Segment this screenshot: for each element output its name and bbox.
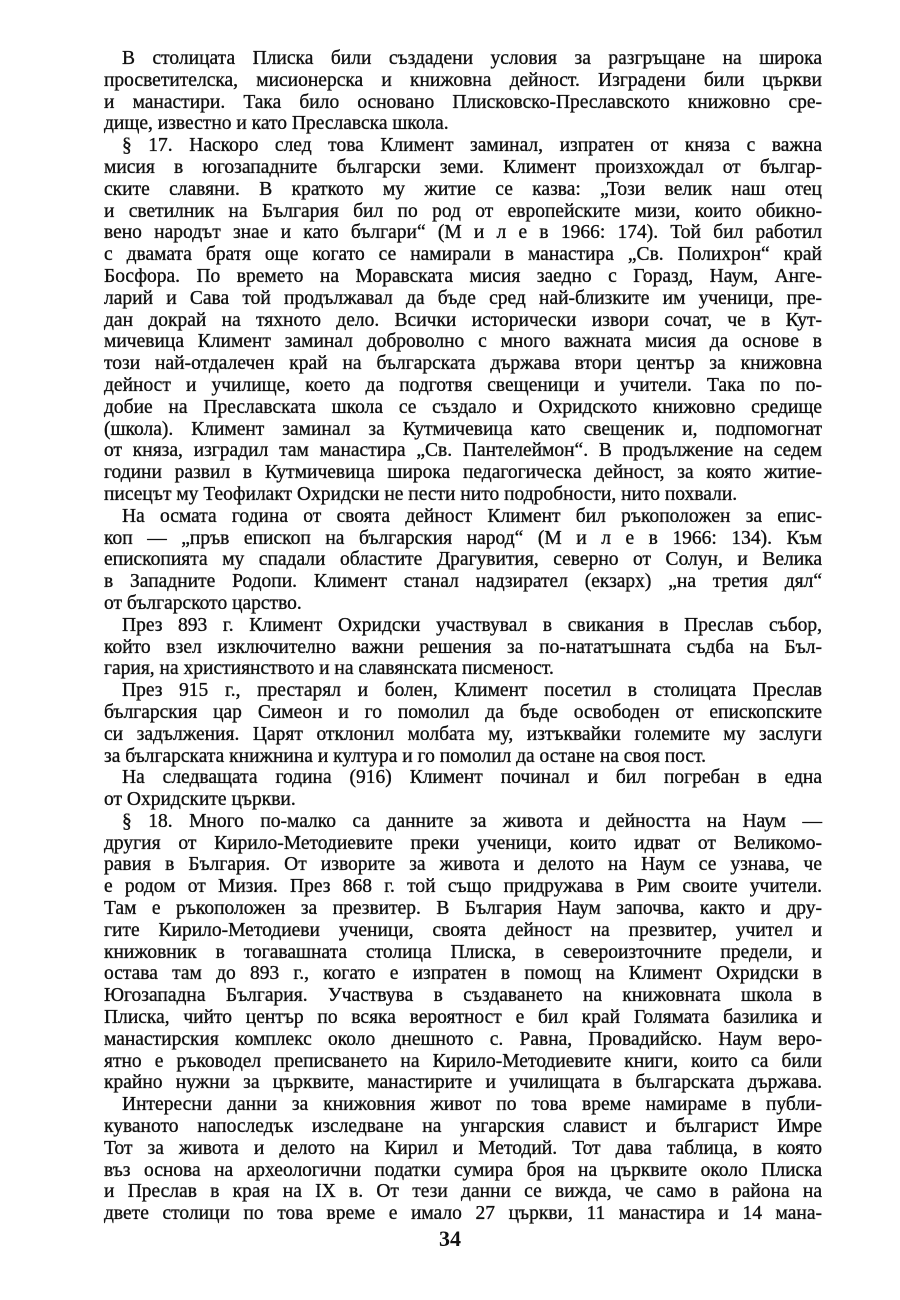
paragraph [104,615,822,680]
text-line: въз основа на археологични податки сумира броя на църквите около Плиска [104,1159,822,1181]
paragraph [104,48,822,135]
text-line: двете столици по това време е имало 27 църкви, 11 манастира и 14 мана- [104,1203,822,1225]
text-line: години развил в Кутмичевица широка педагогическа дейност, за която житие- [104,462,822,484]
text-line: Интересни данни за книжовния живот по това време намираме в публи- [122,1094,822,1116]
text-line: за българската книжнина и култура и го помолил да остане на своя пост. [104,745,707,767]
page-body-text [104,48,822,1225]
text-line: писецът му Теофилакт Охридски не пести нито подробности, нито похвали. [104,483,738,505]
page-number: 34 [439,1226,461,1251]
paragraph [104,767,822,811]
text-line: куваното напоследък изследване на унгарския славист и българист Имре [104,1116,822,1138]
text-line: българския цар Симеон и го помолил да бъде освободен от епископските [104,701,822,723]
text-line: е родом от Мизия. През 868 г. той също придружава в Рим своите учители. [104,876,822,898]
text-line: Плиска, чийто център по всяка вероятност е бил край Голямата базилика и [104,1007,822,1029]
text-line: гария, на християнството и на славянската писменост. [104,658,554,680]
text-line: от Охридските църкви. [104,789,296,811]
text-line: този най-отдалечен край на българската държава втори център за книжовна [104,353,822,375]
text-line: и светилник на България бил по род от европейските мизи, които обикно- [104,200,822,222]
text-line: дище, известно и като Преславска школа. [104,113,449,135]
text-line: Югозападна България. Участвува в създаването на книжовната школа в [104,985,822,1007]
text-line: просветителска, мисионерска и книжовна дейност. Изградени били църкви [104,69,822,91]
text-line: дейност и училище, което да подготвя свещеници и учители. Така по по- [104,374,822,396]
text-line: § 18. Много по-малко са данните за живота и дейността на Наум — [122,810,822,832]
text-line: крайно нужни за църквите, манастирите и училищата в българската държава. [104,1072,822,1094]
text-line: Босфора. По времето на Моравската мисия заедно с Горазд, Наум, Анге- [104,265,822,287]
text-line: от българското царство. [104,592,302,614]
text-line: През 915 г., престарял и болен, Климент посетил в столицата Преслав [122,680,822,702]
text-line: който взел изключително важни решения за по-нататъшната съдба на Бъл- [104,636,822,658]
text-line: равия в България. От изворите за живота и делото на Наум се узнава, че [104,854,822,876]
text-line: дан докрай на тяхното дело. Всички исторически извори сочат, че в Кут- [104,309,822,331]
text-line: и манастири. Така било основано Плисковско-Преславското книжовно сре- [104,91,822,113]
text-line: от княза, изградил там манастира „Св. Пантелеймон“. В продължение на седем [104,440,822,462]
paragraph [104,135,822,506]
text-line: другия от Кирило-Методиевите преки ученици, които идват от Великомо- [104,832,822,854]
text-line: добие на Преславската школа се създало и Охридското книжовно средище [104,396,822,418]
text-line: През 893 г. Климент Охридски участвувал в свикания в Преслав събор, [122,614,822,636]
text-line: и Преслав в края на IX в. От тези данни се вижда, че само в района на [104,1181,822,1203]
text-line: мичевица Климент заминал доброволно с много важната мисия да основе в [104,331,822,353]
paragraph [104,1094,822,1225]
text-line: На осмата година от своята дейност Климент бил ръкоположен за епис- [122,505,822,527]
text-line: В столицата Плиска били създадени условия за разгръщане на широка [122,48,822,69]
text-line: книжовник в тогавашната столица Плиска, в североизточните предели, и [104,941,822,963]
text-line: Тот за живота и делото на Кирил и Методий. Тот дава таблица, в която [104,1137,822,1159]
text-line: си задължения. Царят отклонил молбата му, изтъквайки големите му заслуги [104,723,822,745]
text-line: Там е ръкоположен за презвитер. В България Наум започва, както и дру- [104,898,822,920]
text-line: мисия в югозападните български земи. Климент произхождал от българ- [104,156,822,178]
text-line: в Западните Родопи. Климент станал надзирател (екзарх) „на третия дял“ [104,571,822,593]
text-line: ските славяни. В краткото му житие се казва: „Този велик наш отец [104,178,822,200]
text-line: (школа). Климент заминал за Кутмичевица като свещеник и, подпомогнат [104,418,822,440]
paragraph [104,811,822,1094]
text-line: § 17. Наскоро след това Климент заминал, изпратен от княза с важна [122,135,822,157]
paragraph [104,680,822,767]
text-line: епископията му спадали областите Драгувития, северно от Солун, и Велика [104,549,822,571]
text-line: ларий и Сава той продължавал да бъде сред най-близките им ученици, пре- [104,287,822,309]
text-line: с двамата братя още когато се намирали в манастира „Св. Полихрон“ край [104,244,822,266]
text-line: На следващата година (916) Климент починал и бил погребан в една [122,767,822,789]
text-line: вено народът знае и като българи“ (М и л е в 1966: 174). Той бил работил [104,222,822,244]
paragraph [104,506,822,615]
text-line: манастирския комплекс около днешното с. Равна, Провадийско. Наум веро- [104,1028,822,1050]
text-line: гите Кирило-Методиеви ученици, своята дейност на презвитер, учител и [104,919,822,941]
text-line: ятно е ръководел преписването на Кирило-Методиевите книги, които са били [104,1050,822,1072]
text-line: остава там до 893 г., когато е изпратен в помощ на Климент Охридски в [104,963,822,985]
text-line: коп — „пръв епископ на българския народ“ (М и л е в 1966: 134). Към [104,527,822,549]
